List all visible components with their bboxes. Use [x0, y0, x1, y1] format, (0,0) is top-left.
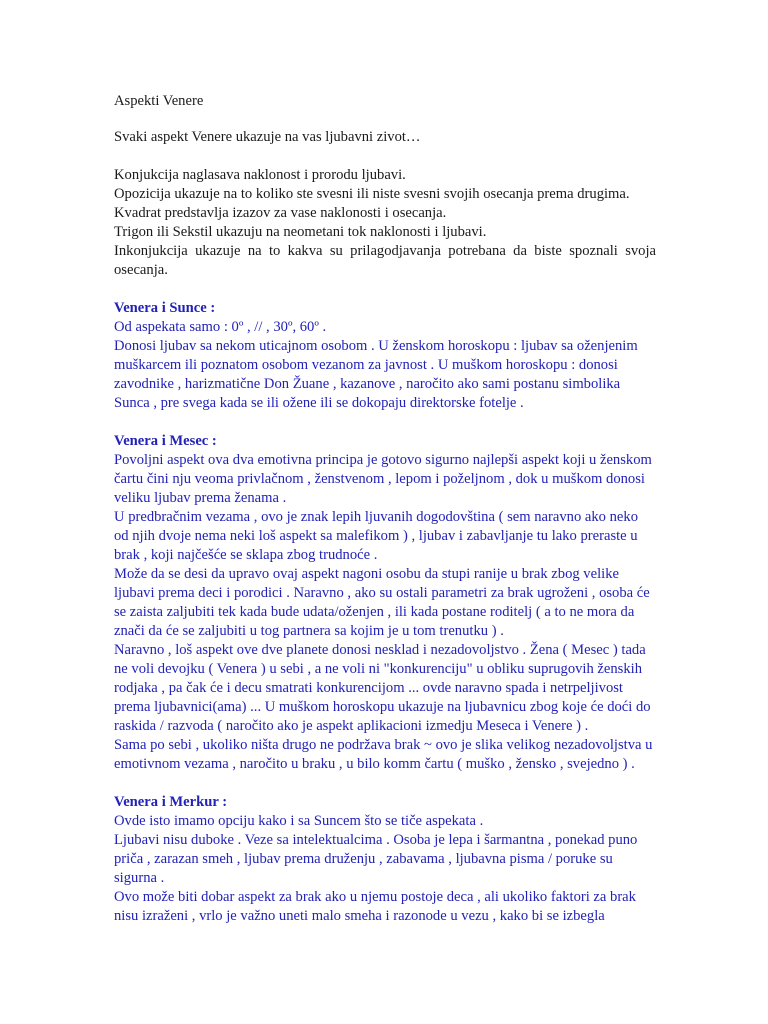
- section-paragraph: U predbračnim vezama , ovo je znak lepih ljuvanih dogodovština ( sem naravno ako neko od njih dvoje nema neki loš aspekt sa malefikom ) , ljubav i zabavljanje tu lako preraste u brak , koji najčešće se sklapa zbog trudnoće .: [114, 509, 638, 563]
- intro-text: Svaki aspekt Venere ukazuje na vas ljubavni zivot…: [114, 129, 421, 145]
- section-paragraph: Donosi ljubav sa nekom uticajnom osobom . U ženskom horoskopu : ljubav sa oženjenim muškarcem ili poznatom osobom vezanom za javnost . U muškom horoskopu : donosi zavodnike , harizmatične Don Žuane , kazanove , naročito ako sami postanu simbolika Sunca , pre svega kada se ili ožene ili se dokopaju direktorske fotelje .: [114, 338, 638, 411]
- section-venera-mesec: [114, 432, 656, 774]
- section-heading: Venera i Sunce :: [114, 300, 216, 316]
- aspect-line: Konjukcija naglasava naklonost i prorodu ljubavi.: [114, 167, 406, 183]
- section-paragraph: Može da se desi da upravo ovaj aspekt nagoni osobu da stupi ranije u brak zbog velike ljubavi prema deci i porodici . Naravno , ako su ostali parametri za brak ugroženi , osoba će se zaista zaljubiti tek kada bude udata/oženjen , ili kada postane roditelj ( a to ne mora da znači da će se zaljubiti u tog partnera sa kojim je u tom trenutku ) .: [114, 566, 650, 639]
- section-paragraph: Naravno , loš aspekt ove dve planete donosi nesklad i nezadovoljstvo . Žena ( Mesec ) tada ne voli devojku ( Venera ) u sebi , a ne voli ni "konkurenciju" u obliku suprugovih ženskih rodjaka , pa čak će i decu smatrati konkurencijom ... ovde naravno spada i netrpeljivost prema ljubavnici(ama) ... U muškom horoskopu ukazuje na ljubavnicu zbog koje će doći do raskida / razvoda ( naročito ako je aspekt aplikacioni izmedju Meseca i Venere ) .: [114, 642, 651, 734]
- section-venera-merkur: [114, 793, 656, 926]
- section-paragraph: Sama po sebi , ukoliko ništa drugo ne podržava brak ~ ovo je slika velikog nezadovoljstva u emotivnom vezama , naročito u braku , u bilo komm čartu ( muško , žensko , svejedno ) .: [114, 737, 653, 772]
- section-paragraph: Ovde isto imamo opciju kako i sa Suncem što se tiče aspekata .: [114, 813, 484, 829]
- aspect-line: Opozicija ukazuje na to koliko ste svesni ili niste svesni svojih osecanja prema drugima.: [114, 186, 630, 202]
- section-paragraph: Ljubavi nisu duboke . Veze sa intelektualcima . Osoba je lepa i šarmantna , ponekad puno priča , zarazan smeh , ljubav prema druženju , zabavama , ljubavna pisma / poruke su sigurna .: [114, 832, 638, 886]
- section-paragraph: Ovo može biti dobar aspekt za brak ako u njemu postoje deca , ali ukoliko faktori za brak nisu izraženi , vrlo je važno uneti malo smeha i razonode u vezu , kako bi se izbegla: [114, 889, 636, 924]
- section-heading: Venera i Mesec :: [114, 433, 217, 449]
- aspects-list: [114, 166, 656, 280]
- document-title: Aspekti Venere: [114, 93, 204, 109]
- section-paragraph: Povoljni aspekt ova dva emotivna principa je gotovo sigurno najlepši aspekt koji u ženskom čartu čini nju veoma privlačnom , ženstvenom , lepom i poželjnom , dok u muškom donosi veliku ljubav prema ženama .: [114, 452, 652, 506]
- section-heading: Venera i Merkur :: [114, 794, 228, 810]
- section-venera-sunce: [114, 299, 656, 413]
- aspect-line: Inkonjukcija ukazuje na to kakva su prilagodjavanja potrebana da biste spoznali svoja osecanja.: [114, 243, 656, 278]
- aspect-line: Trigon ili Sekstil ukazuju na neometani tok naklonosti i ljubavi.: [114, 224, 487, 240]
- section-paragraph: Od aspekata samo : 0º , // , 30º, 60º .: [114, 319, 327, 335]
- aspect-line: Kvadrat predstavlja izazov za vase naklonosti i osecanja.: [114, 205, 447, 221]
